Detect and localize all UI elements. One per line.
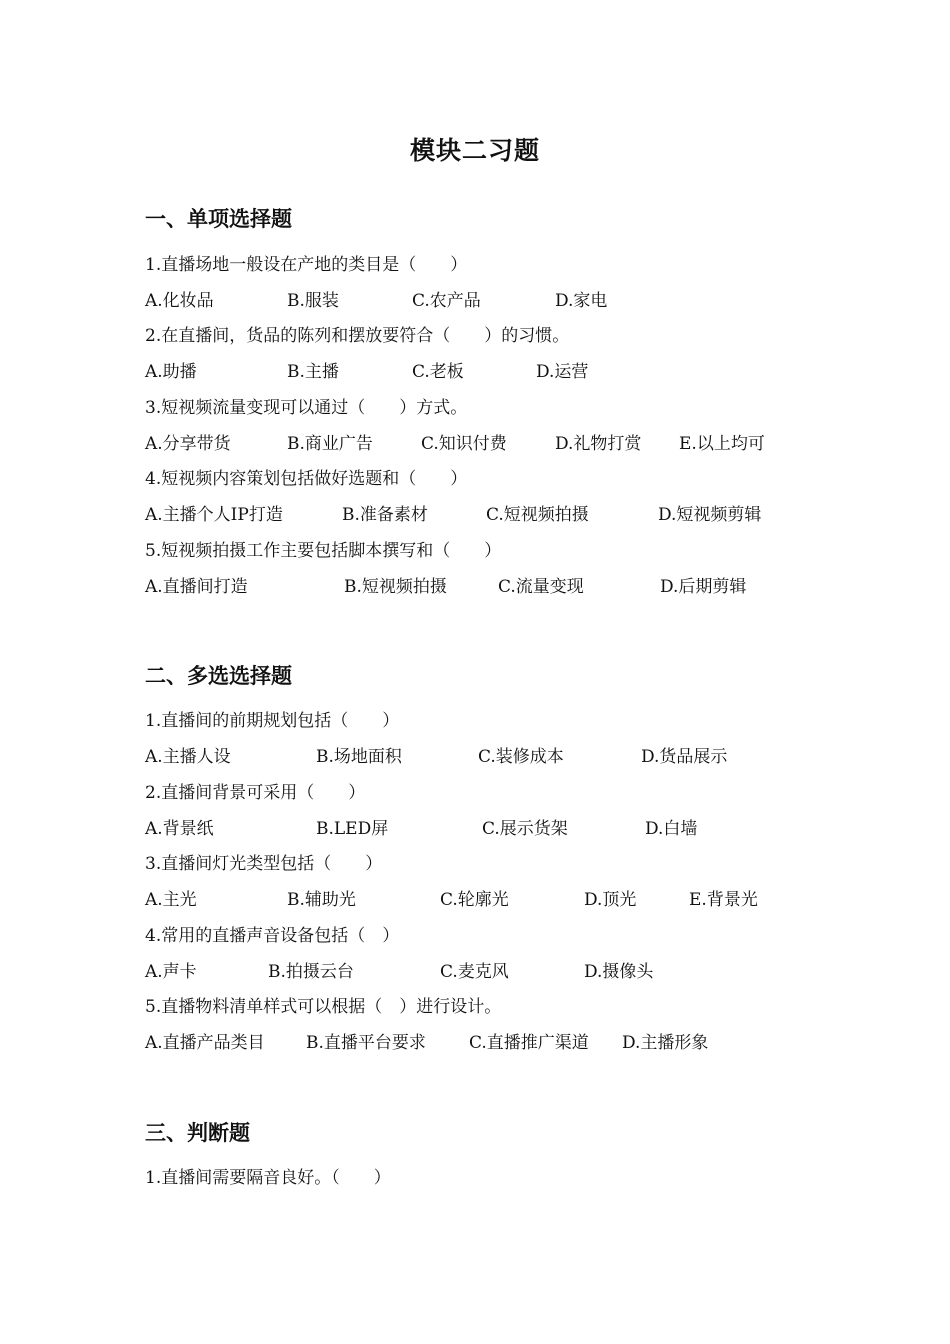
option: B.直播平台要求	[306, 1033, 426, 1053]
question-text: 1.直播间需要隔音良好。（ ）	[145, 1168, 391, 1188]
option: C.麦克风	[440, 962, 509, 982]
question-text: 3.短视频流量变现可以通过（ ）方式。	[145, 398, 468, 418]
option: B.主播	[287, 362, 339, 382]
option: A.背景纸	[145, 819, 214, 839]
option: E.背景光	[689, 890, 758, 910]
option: D.礼物打赏	[555, 434, 642, 454]
question-text: 5.直播物料清单样式可以根据（ ）进行设计。	[145, 997, 502, 1017]
option: A.主播个人IP打造	[145, 505, 283, 525]
option: D.白墙	[645, 819, 698, 839]
option: A.分享带货	[145, 434, 231, 454]
option: D.摄像头	[584, 962, 654, 982]
document-title: 模块二习题	[409, 136, 540, 165]
option: C.直播推广渠道	[469, 1033, 589, 1053]
option: A.化妆品	[145, 291, 214, 311]
option: A.主播人设	[145, 747, 231, 767]
option: B.服装	[287, 291, 339, 311]
option: B.短视频拍摄	[344, 577, 447, 597]
option: D.运营	[536, 362, 589, 382]
option: D.后期剪辑	[660, 577, 747, 597]
option: E.以上均可	[679, 434, 765, 454]
option: B.商业广告	[287, 434, 373, 454]
option: C.老板	[412, 362, 464, 382]
question-text: 2.在直播间，货品的陈列和摆放要符合（ ）的习惯。	[145, 326, 570, 346]
option: D.主播形象	[622, 1033, 709, 1053]
option: D.短视频剪辑	[658, 505, 762, 525]
option: C.农产品	[412, 291, 481, 311]
question-text: 3.直播间灯光类型包括（ ）	[145, 854, 383, 874]
question-text: 4.短视频内容策划包括做好选题和（ ）	[145, 469, 468, 489]
option: A.主光	[145, 890, 197, 910]
option: C.装修成本	[478, 747, 564, 767]
option: A.助播	[145, 362, 197, 382]
section-heading-single-choice: 一、单项选择题	[145, 207, 292, 231]
section-heading-true-false: 三、判断题	[145, 1121, 250, 1145]
option: C.知识付费	[421, 434, 507, 454]
option: A.直播产品类目	[145, 1033, 265, 1053]
option: C.展示货架	[482, 819, 568, 839]
question-text: 1.直播间的前期规划包括（ ）	[145, 711, 400, 731]
option: B.场地面积	[316, 747, 402, 767]
option: B.LED屏	[316, 819, 389, 839]
question-text: 5.短视频拍摄工作主要包括脚本撰写和（ ）	[145, 541, 502, 561]
option: A.直播间打造	[145, 577, 248, 597]
option: B.拍摄云台	[268, 962, 354, 982]
option: D.家电	[555, 291, 608, 311]
option: B.辅助光	[287, 890, 356, 910]
option: C.流量变现	[498, 577, 584, 597]
question-text: 4.常用的直播声音设备包括（ ）	[145, 926, 400, 946]
option: D.货品展示	[641, 747, 728, 767]
option: C.短视频拍摄	[486, 505, 589, 525]
option: B.准备素材	[342, 505, 428, 525]
option: D.顶光	[584, 890, 637, 910]
question-text: 1.直播场地一般设在产地的类目是（ ）	[145, 255, 468, 275]
option: A.声卡	[145, 962, 197, 982]
section-heading-multiple-choice: 二、多选选择题	[145, 664, 292, 688]
question-text: 2.直播间背景可采用（ ）	[145, 783, 366, 803]
option: C.轮廓光	[440, 890, 509, 910]
